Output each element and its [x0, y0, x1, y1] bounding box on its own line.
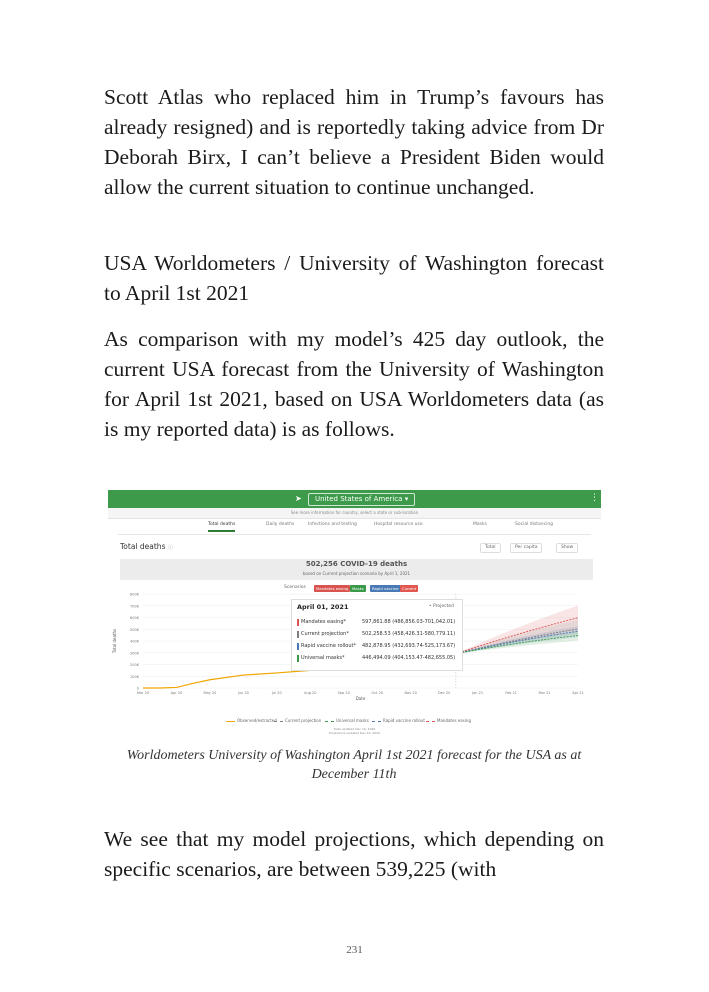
y-tick-label: 400K	[130, 639, 139, 644]
x-tick-label: Jan 21	[472, 691, 484, 695]
paragraph-2: USA Worldometers / University of Washington forecast to April 1st 2021	[104, 251, 604, 305]
row-value: 482,878.95 (432,693.74-525,173.67)	[362, 643, 456, 649]
more-menu-icon[interactable]: ⋮	[590, 493, 599, 503]
forecast-figure	[108, 490, 601, 738]
legend-item[interactable]	[274, 718, 321, 724]
projection-banner	[120, 559, 593, 580]
y-tick-label: 300K	[130, 651, 139, 656]
y-tick-label: 0	[136, 686, 139, 691]
scenario-chip-vaccine[interactable]: Rapid vaccine	[372, 586, 399, 591]
x-tick-label: Mar 20	[136, 691, 150, 695]
legend-item[interactable]	[426, 718, 471, 724]
legend-label: Current projection	[285, 718, 322, 723]
tab-daily-deaths[interactable]: Daily deaths	[266, 522, 295, 527]
x-axis-label: Date	[355, 696, 366, 701]
tooltip-projected: • Projected	[428, 604, 454, 609]
row-value: 597,861.88 (486,856.03-701,042.01)	[362, 619, 456, 625]
legend-item[interactable]	[226, 718, 277, 724]
legend-label: Universal masks	[336, 718, 369, 723]
y-axis-label: Total deaths	[112, 628, 117, 654]
tooltip-row	[297, 630, 457, 639]
tooltip-row	[297, 642, 457, 651]
paragraph-3: As comparison with my model’s 425 day outlook, the current USA forecast from the University of Washington for April 1st 2021, based on USA Worldometers data (as is my reported data) is as follows.	[104, 327, 604, 441]
scenario-chip-mandates[interactable]: Mandates easing	[316, 586, 349, 591]
row-color-bar	[297, 631, 299, 638]
x-tick-label: Mar 21	[538, 691, 551, 695]
x-tick-label: May 20	[203, 691, 217, 695]
scenario-chip-masks[interactable]: Masks	[352, 586, 364, 591]
tooltip-date: April 01, 2021	[297, 603, 349, 611]
banner-subtitle: based on Current projection scenario by April 1, 2021	[302, 571, 411, 576]
scenarios-label: Scenarios	[284, 585, 306, 590]
toggle-per-capita[interactable]: Per capita	[510, 543, 542, 553]
paragraph-1: Scott Atlas who replaced him in Trump’s favours has already resigned) and is reportedly taking advice from Dr Deborah Birx, I can’t believe a President Biden would allow the current situation to continue unchanged.	[104, 85, 604, 199]
footnote-projections-updated: Projections updated Dec 10, 2020	[329, 731, 380, 735]
location-arrow-icon: ➤	[295, 494, 302, 503]
section-title-text: Total deaths	[120, 542, 166, 551]
toggle-total[interactable]: Total	[480, 543, 501, 553]
y-tick-label: 100K	[130, 674, 139, 679]
row-color-bar	[297, 655, 299, 662]
footnote-data-updated: Data updated Dec 10, 2020	[333, 727, 376, 731]
section-title	[120, 542, 173, 551]
info-icon[interactable]: ⓘ	[167, 545, 173, 551]
location-selector[interactable]: United States of America ▾	[308, 493, 415, 506]
y-tick-label: 200K	[130, 663, 139, 667]
y-tick-label: 600K	[130, 616, 139, 620]
banner-title: 502,256 COVID-19 deaths	[305, 560, 408, 568]
legend-item[interactable]	[372, 718, 425, 724]
row-label: Mandates easing*	[301, 619, 346, 625]
tab-infections-testing[interactable]: Infections and testing	[308, 522, 357, 527]
x-tick-label: Nov 20	[404, 691, 417, 695]
x-tick-label: Jun 20	[237, 691, 249, 695]
projection-tooltip	[291, 599, 463, 671]
x-tick-label: Aug 20	[304, 691, 317, 695]
legend-label: Observed/extracted	[237, 718, 277, 723]
row-label: Current projection*	[301, 631, 349, 637]
tab-total-deaths[interactable]: Total deaths	[208, 520, 235, 532]
row-label: Rapid vaccine rollout*	[301, 643, 356, 649]
x-tick-label: Jul 20	[271, 691, 282, 695]
tab-masks[interactable]: Masks	[473, 522, 487, 527]
figure-caption: Worldometers University of Washington April 1st 2021 forecast for the USA as at December 11th	[126, 748, 582, 782]
x-tick-label: Sep 20	[337, 691, 350, 695]
x-tick-label: Apr 20	[170, 691, 183, 695]
x-tick-label: Feb 21	[505, 691, 517, 695]
y-tick-label: 700K	[130, 604, 139, 609]
row-label: Universal masks*	[301, 655, 345, 661]
tooltip-row	[297, 618, 457, 627]
tab-social-distancing[interactable]: Social distancing	[515, 522, 554, 527]
top-green-bar	[108, 490, 601, 508]
divider	[118, 534, 591, 535]
paragraph-4: We see that my model projections, which depending on specific scenarios, are between 539,225 (with	[104, 827, 604, 881]
tooltip-row	[297, 654, 457, 663]
x-tick-label: Dec 20	[437, 691, 451, 695]
sub-location-hint: See more information for country, select a state or sub-location	[108, 508, 601, 519]
row-color-bar	[297, 643, 299, 650]
x-tick-label: Oct 20	[371, 691, 384, 695]
legend-label: Rapid vaccine rollout	[383, 718, 425, 723]
page-number: 231	[346, 944, 363, 956]
row-value: 446,494.09 (404,153.47-482,655.05)	[362, 655, 456, 661]
y-tick-label: 800K	[130, 592, 139, 597]
legend-item[interactable]	[325, 718, 369, 724]
legend-label: Mandates easing	[437, 718, 471, 723]
row-value: 502,258.53 (458,426.31-580,779.11)	[362, 631, 456, 637]
row-color-bar	[297, 619, 299, 626]
scenario-chip-current[interactable]: Current	[402, 586, 417, 591]
y-tick-label: 500K	[130, 627, 139, 632]
location-label: United States of America	[315, 495, 403, 503]
toggle-show[interactable]: Show	[556, 543, 578, 553]
tab-hospital-resource-use[interactable]: Hospital resource use	[374, 522, 423, 527]
x-tick-label: Apr 21	[572, 691, 584, 695]
